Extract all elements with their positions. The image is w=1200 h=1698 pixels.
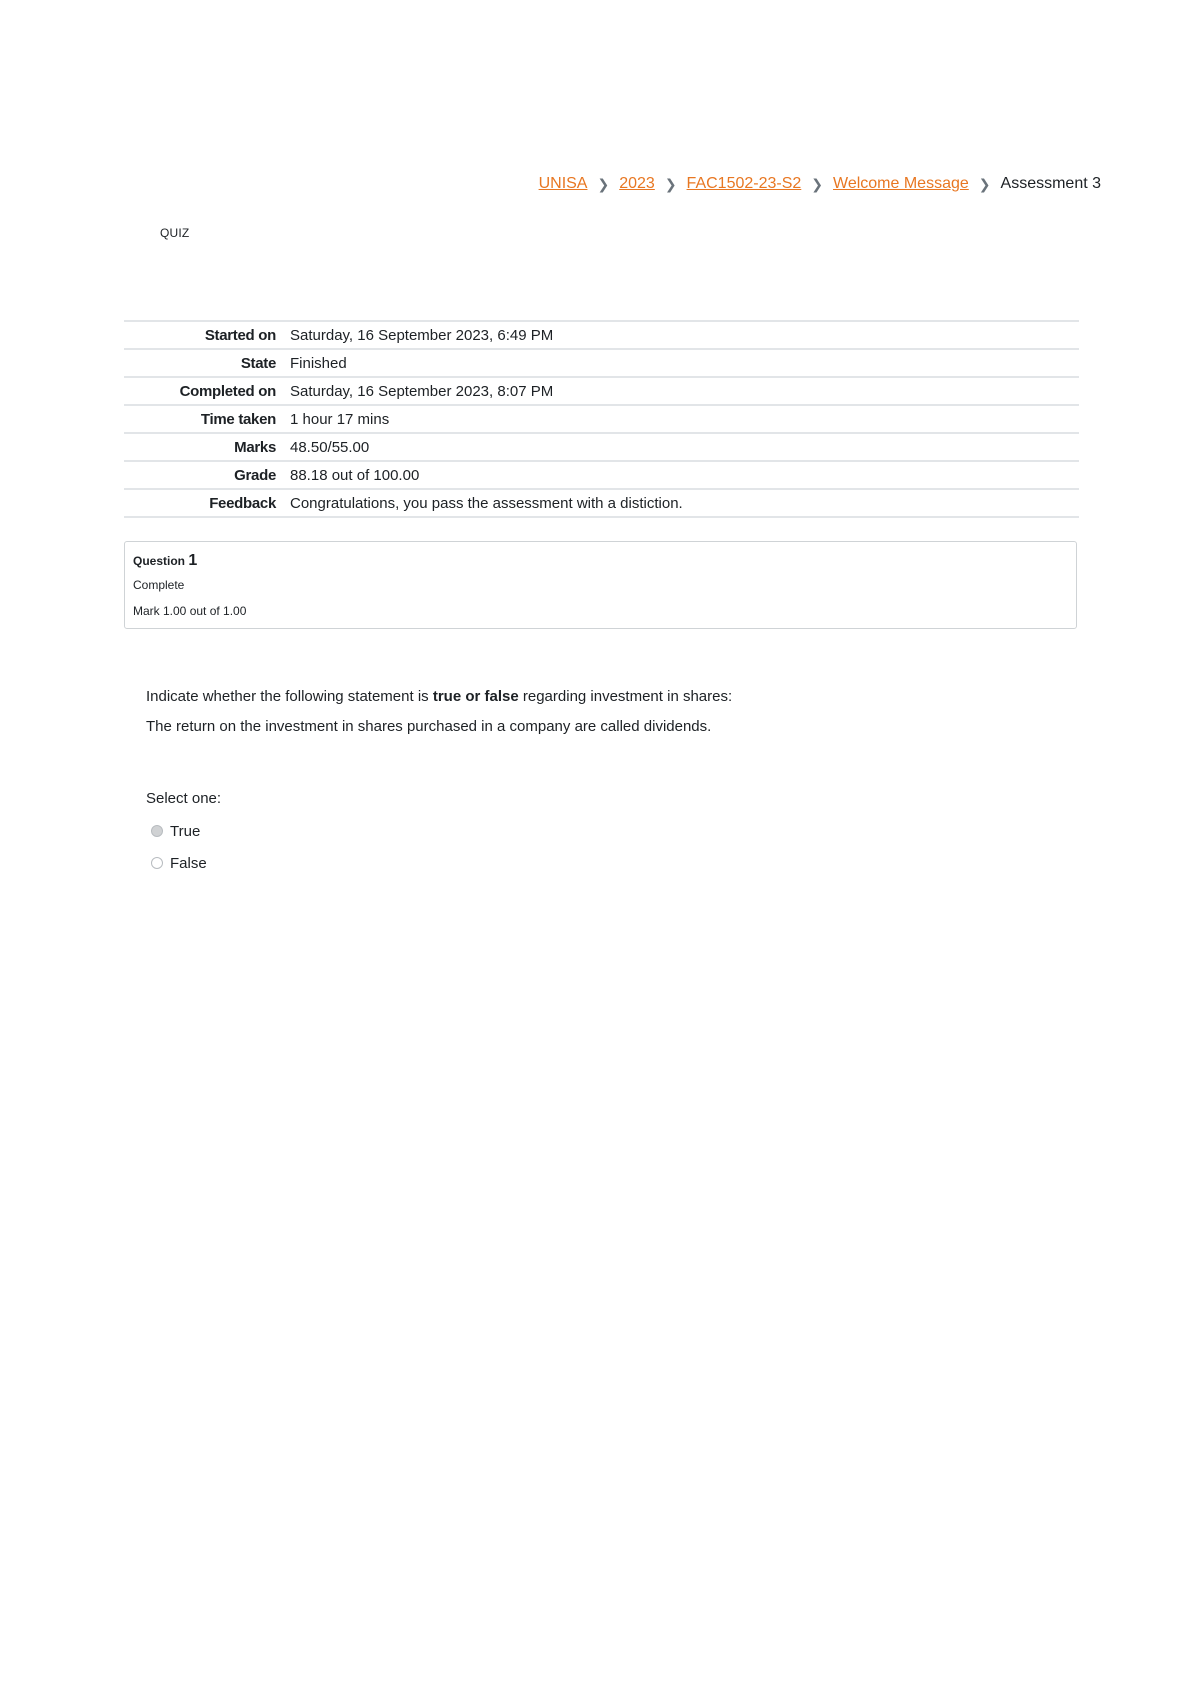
breadcrumb-link-unisa[interactable]: UNISA (538, 175, 588, 192)
summary-label: Time taken (200, 410, 276, 428)
summary-row-grade (124, 461, 1079, 489)
question-number-value: 1 (188, 552, 198, 569)
question-grade: Mark 1.00 out of 1.00 (133, 604, 247, 618)
summary-row-started-on (124, 321, 1079, 349)
breadcrumb-link-course[interactable]: FAC1502-23-S2 (686, 175, 802, 192)
chevron-right-icon: ❯ (597, 175, 610, 192)
chevron-right-icon: ❯ (978, 175, 991, 192)
question-state: Complete (133, 578, 185, 592)
summary-label: State (240, 354, 276, 372)
summary-value: Congratulations, you pass the assessment with a distiction. (290, 494, 683, 512)
breadcrumb-current: Assessment 3 (1000, 175, 1101, 192)
summary-row-completed-on (124, 377, 1079, 405)
summary-value: 1 hour 17 mins (290, 410, 390, 428)
summary-label: Marks (234, 438, 276, 456)
question-instruction (146, 682, 732, 712)
summary-value: 88.18 out of 100.00 (290, 466, 420, 484)
question-info-box (124, 541, 1077, 629)
question-text (146, 682, 732, 742)
radio-unselected-icon[interactable] (151, 857, 163, 869)
summary-value: Saturday, 16 September 2023, 8:07 PM (290, 382, 554, 400)
summary-label: Feedback (209, 494, 276, 512)
answer-options (146, 790, 221, 879)
question-label: Question (133, 554, 186, 568)
breadcrumb-link-2023[interactable]: 2023 (619, 175, 655, 192)
answer-option-label: False (170, 854, 207, 872)
summary-label: Started on (204, 326, 276, 344)
summary-label: Completed on (179, 382, 276, 400)
summary-value: 48.50/55.00 (290, 438, 370, 456)
question-number (133, 552, 1068, 570)
activity-type-label: QUIZ (160, 226, 190, 240)
summary-value: Saturday, 16 September 2023, 6:49 PM (290, 326, 554, 344)
answer-option-label: True (170, 822, 201, 840)
attempt-summary-table (124, 320, 1079, 518)
summary-label: Grade (234, 466, 276, 484)
summary-row-feedback (124, 489, 1079, 517)
question-instruction-emphasis: true or false (432, 688, 519, 705)
summary-row-time-taken (124, 405, 1079, 433)
breadcrumb (539, 175, 1101, 193)
radio-selected-icon[interactable] (151, 825, 163, 837)
question-instruction-end: regarding investment in shares: (518, 688, 733, 705)
breadcrumb-link-welcome-message[interactable]: Welcome Message (833, 175, 969, 192)
summary-row-marks (124, 433, 1079, 461)
question-statement: The return on the investment in shares purchased in a company are called dividends. (146, 718, 712, 735)
answer-option-false[interactable] (146, 847, 221, 879)
chevron-right-icon: ❯ (664, 175, 677, 192)
summary-value: Finished (290, 354, 347, 372)
question-instruction-start: Indicate whether the following statement is (146, 688, 433, 705)
answer-prompt: Select one: (146, 790, 222, 807)
answer-option-true[interactable] (146, 815, 221, 847)
summary-row-state (124, 349, 1079, 377)
chevron-right-icon: ❯ (811, 175, 824, 192)
